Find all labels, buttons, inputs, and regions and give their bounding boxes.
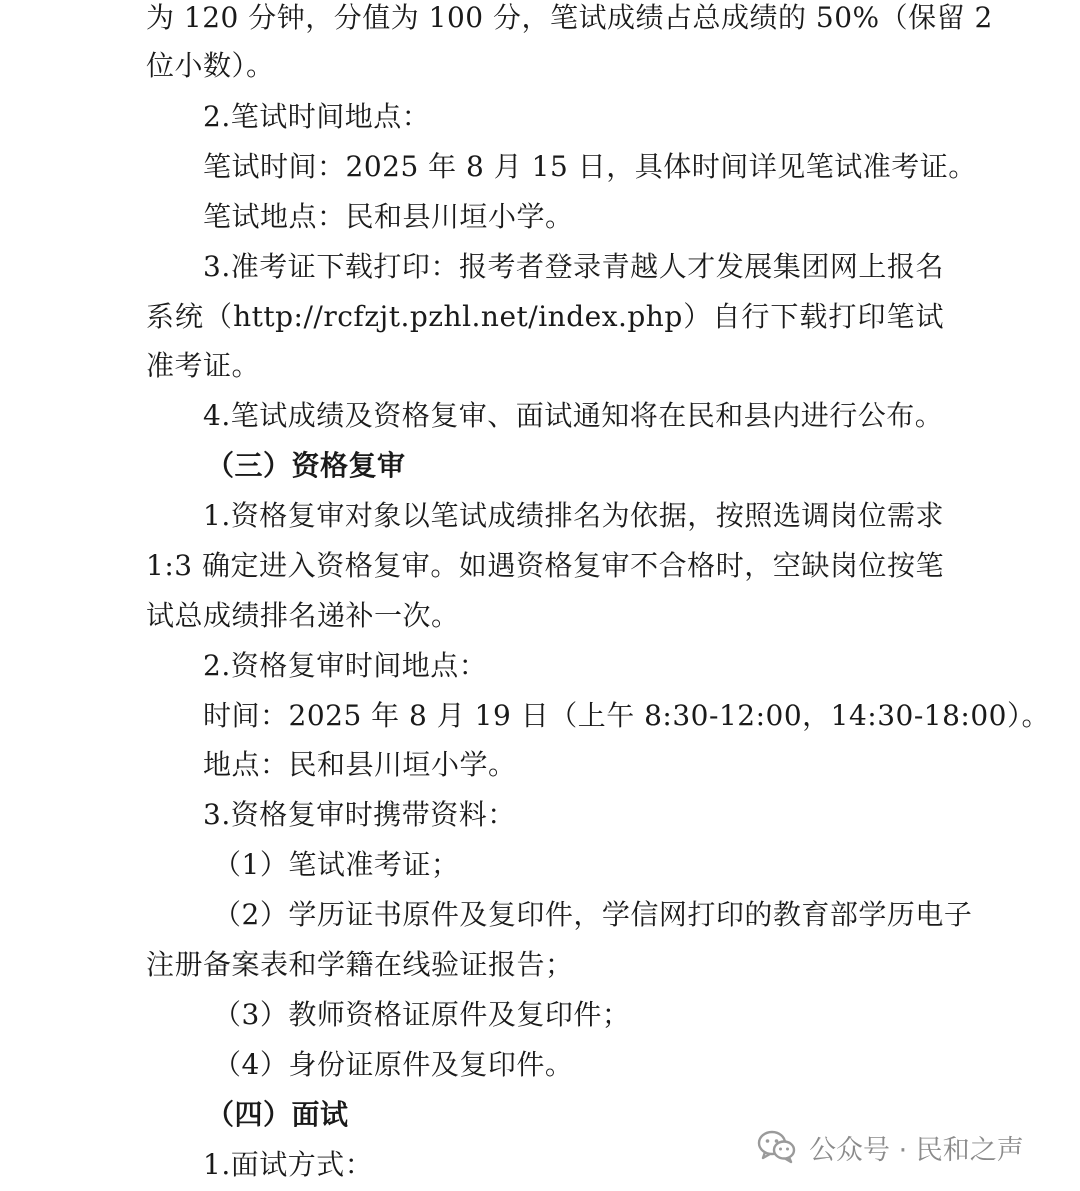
paragraph-line: 准考证。 bbox=[146, 349, 261, 382]
subsection-heading: 2.笔试时间地点： bbox=[203, 100, 431, 133]
paragraph-line: 笔试时间：2025 年 8 月 15 日，具体时间详见笔试准考证。 bbox=[203, 150, 977, 183]
list-item-continuation: 注册备案表和学籍在线验证报告； bbox=[146, 948, 574, 981]
section-heading: （四）面试 bbox=[206, 1098, 349, 1131]
section-heading: （三）资格复审 bbox=[206, 449, 406, 482]
subsection-heading: 2.资格复审时间地点： bbox=[203, 649, 488, 682]
paragraph-line: 1.资格复审对象以笔试成绩排名为依据，按照选调岗位需求 bbox=[203, 499, 944, 532]
paragraph-line: 笔试地点：民和县川垣小学。 bbox=[203, 200, 574, 233]
list-item: （4）身份证原件及复印件。 bbox=[213, 1048, 574, 1081]
watermark bbox=[757, 1123, 1024, 1171]
paragraph-line: 地点：民和县川垣小学。 bbox=[203, 748, 517, 781]
paragraph-line: 4.笔试成绩及资格复审、面试通知将在民和县内进行公布。 bbox=[203, 399, 944, 432]
watermark-label: 公众号 · 民和之声 bbox=[809, 1134, 1024, 1166]
paragraph-line: 时间：2025 年 8 月 19 日（上午 8:30-12:00，14:30-18:00）。 bbox=[203, 699, 1050, 732]
paragraph-line: 3.准考证下载打印：报考者登录青越人才发展集团网上报名 bbox=[203, 250, 944, 283]
list-item: （1）笔试准考证； bbox=[213, 848, 460, 881]
paragraph-line: 为 120 分钟，分值为 100 分，笔试成绩占总成绩的 50%（保留 2 bbox=[146, 1, 993, 34]
list-item: （2）学历证书原件及复印件，学信网打印的教育部学历电子 bbox=[213, 898, 973, 931]
paragraph-line: 试总成绩排名递补一次。 bbox=[146, 599, 460, 632]
list-item: （3）教师资格证原件及复印件； bbox=[213, 998, 631, 1031]
paragraph-line: 系统（http://rcfzjt.pzhl.net/index.php）自行下载打印笔试 bbox=[146, 300, 944, 333]
paragraph-line: 位小数）。 bbox=[146, 49, 275, 82]
subsection-heading: 3.资格复审时携带资料： bbox=[203, 798, 516, 831]
subsection-heading: 1.面试方式： bbox=[203, 1148, 374, 1181]
paragraph-line: 1:3 确定进入资格复审。如遇资格复审不合格时，空缺岗位按笔 bbox=[146, 549, 944, 582]
wechat-official-account-icon bbox=[757, 1129, 797, 1165]
